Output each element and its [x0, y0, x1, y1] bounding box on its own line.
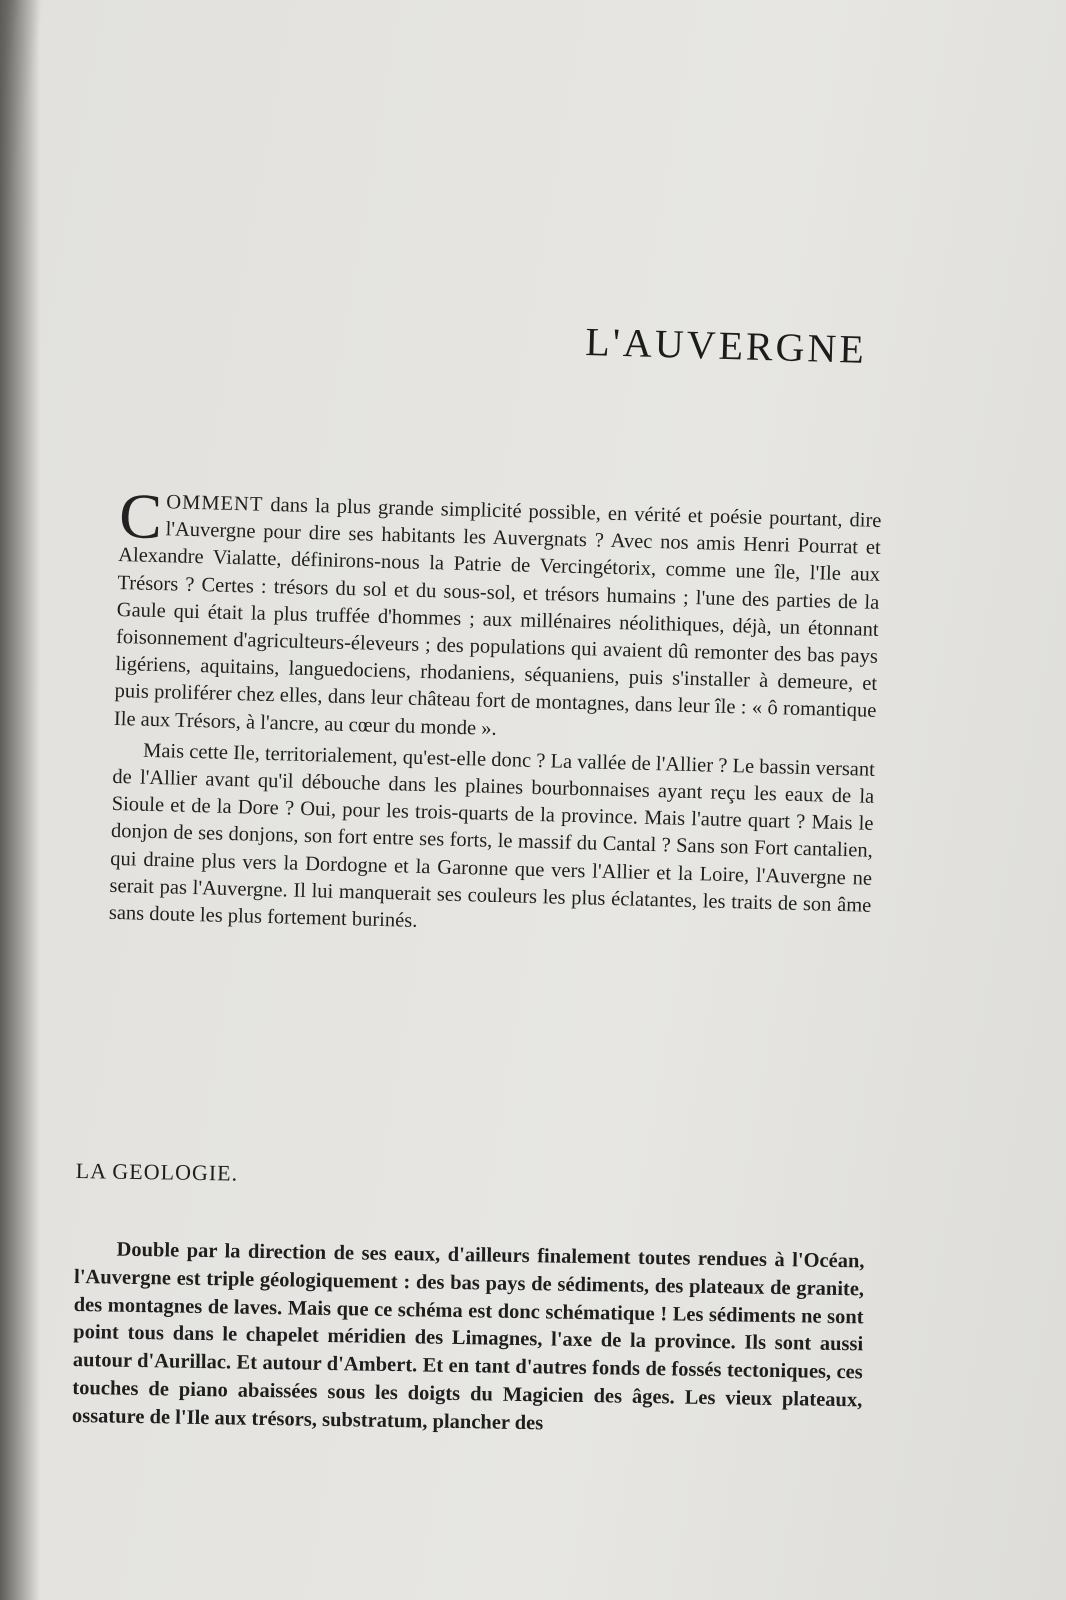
gutter-shadow: [0, 0, 40, 1600]
section-heading: LA GEOLOGIE.: [75, 1158, 239, 1186]
intro-text-block: [108, 480, 882, 947]
paragraph-2: Mais cette Ile, territorialement, qu'est-elle donc ? La vallée de l'Allier ? Le bassin versant de l'Allier avant qu'il débouche dans les plaines bourbonnaises ayant reçu les eaux de la Sioule et de la Dore ? Oui, pour les trois-quarts de la province. Mais l'autre quart ? Mais le donjon de ses donjons, son fort entre ses forts, le massif du Cantal ? Sans son Fort cantalien, qui draine plus vers la Dordogne et la Garonne que vers l'Allier et la Loire, l'Auvergne ne serait pas l'Auvergne. Il lui manquerait ses couleurs les plus éclatantes, les traits de son âme sans doute les plus fortement burinés.: [108, 739, 876, 932]
paragraph-1: [113, 480, 882, 753]
paragraph-1-text: dans la plus grande simplicité possible, en vérité et poésie pourtant, dire l'Auvergne pour dire ses habitants les Auvergnats ? Avec nos amis Henri Pourrat et Alexandre Vialatte, définirons-nous la Patrie de Vercingétorix, comme une île, l'Ile aux Trésors ? Certes : trésors du sol et du sous-sol, et trésors humains ; l'une des parties de la Gaule qui était la plus truffée d'hommes ; aux millénaires néolithiques, déjà, un étonnant foisonnement d'agriculteurs-éleveurs ; des populations qui avaient dû remonter des bas pays ligériens, aquitains, languedociens, rhodaniens, séquaniens, puis s'installer à demeure, et puis proliférer chez elles, dans leur château fort de montagnes, dans leur île : « ô romantique Ile aux Trésors, à l'ancre, au cœur du monde ».: [113, 493, 882, 740]
drop-cap: C: [118, 480, 163, 553]
geology-section: [72, 1158, 866, 1443]
lead-word: OMMENT: [166, 491, 264, 516]
paragraph-3: Double par la direction de ses eaux, d'ailleurs finalement toutes rendues à l'Océan, l'Auvergne est triple géologiquement : des bas pays de sédiments, des plateaux de granite, des montagnes de laves. Mais que ce schéma est donc schématique ! Les sédiments ne sont point tous dans le chapelet méridien des Limagnes, l'axe de la province. Ils sont aussi autour d'Aurillac. Et autour d'Ambert. Et en tant d'autres fonds de fossés tectoniques, ces touches de piano abaissées sous les doigts du Magicien des âges. Les vieux plateaux, ossature de l'Ile aux trésors, substratum, plancher des: [71, 1238, 865, 1435]
chapter-title: L'AUVERGNE: [584, 318, 868, 372]
